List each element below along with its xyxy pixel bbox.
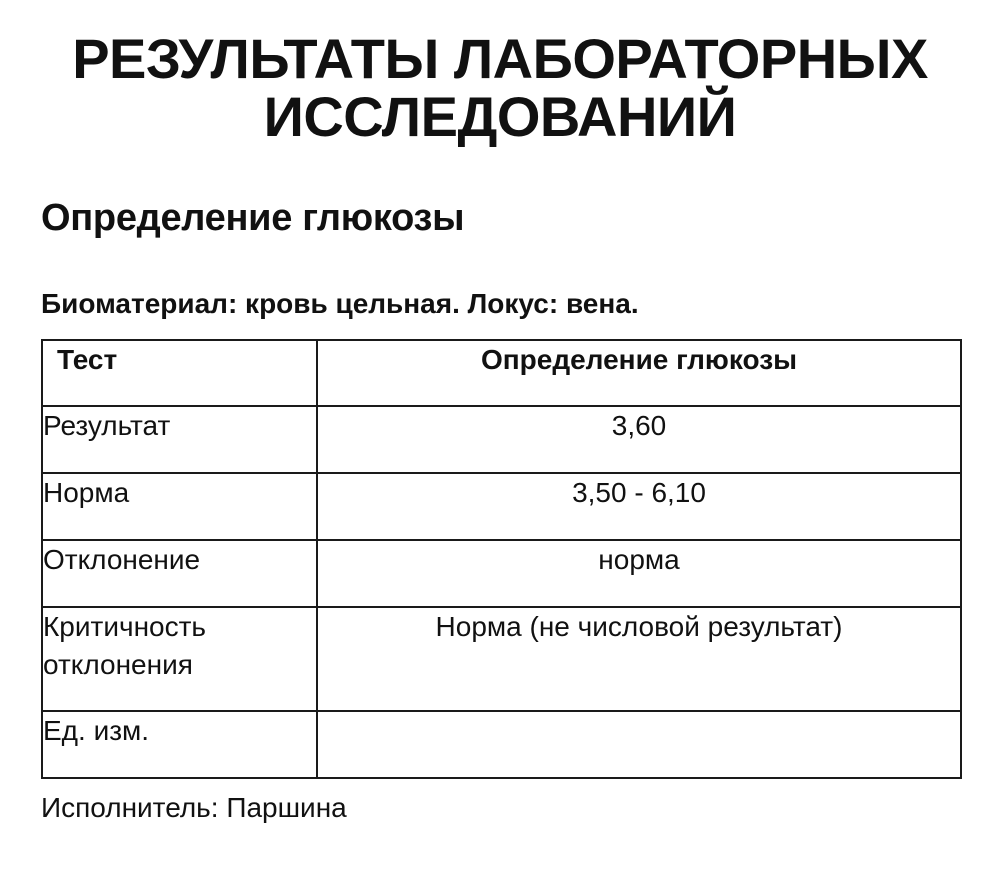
row-label-deviation: Отклонение [42,540,317,607]
table-row-deviation [42,540,961,607]
table-row-result [42,406,961,473]
table-row-units [42,711,961,778]
row-label-units: Ед. изм. [42,711,317,778]
row-label-norm: Норма [42,473,317,540]
table-row-norm [42,473,961,540]
header-test-value: Определение глюкозы [317,340,961,406]
row-value-criticality: Норма (не числовой результат) [317,607,961,711]
executor-line: Исполнитель: Паршина [41,792,347,823]
biomaterial-line: Биоматериал: кровь цельная. Локус: вена. [41,288,639,319]
section-title: Определение глюкозы [41,197,465,239]
row-value-result: 3,60 [317,406,961,473]
row-label-result: Результат [42,406,317,473]
row-value-norm: 3,50 - 6,10 [317,473,961,540]
row-value-deviation: норма [317,540,961,607]
table-row-criticality [42,607,961,711]
results-table [41,339,962,779]
page-title: РЕЗУЛЬТАТЫ ЛАБОРАТОРНЫХ ИССЛЕДОВАНИЙ [72,27,928,148]
table-header-row [42,340,961,406]
header-test-label: Тест [42,340,317,406]
row-label-criticality: Критичность отклонения [42,607,317,711]
row-value-units [317,711,961,778]
